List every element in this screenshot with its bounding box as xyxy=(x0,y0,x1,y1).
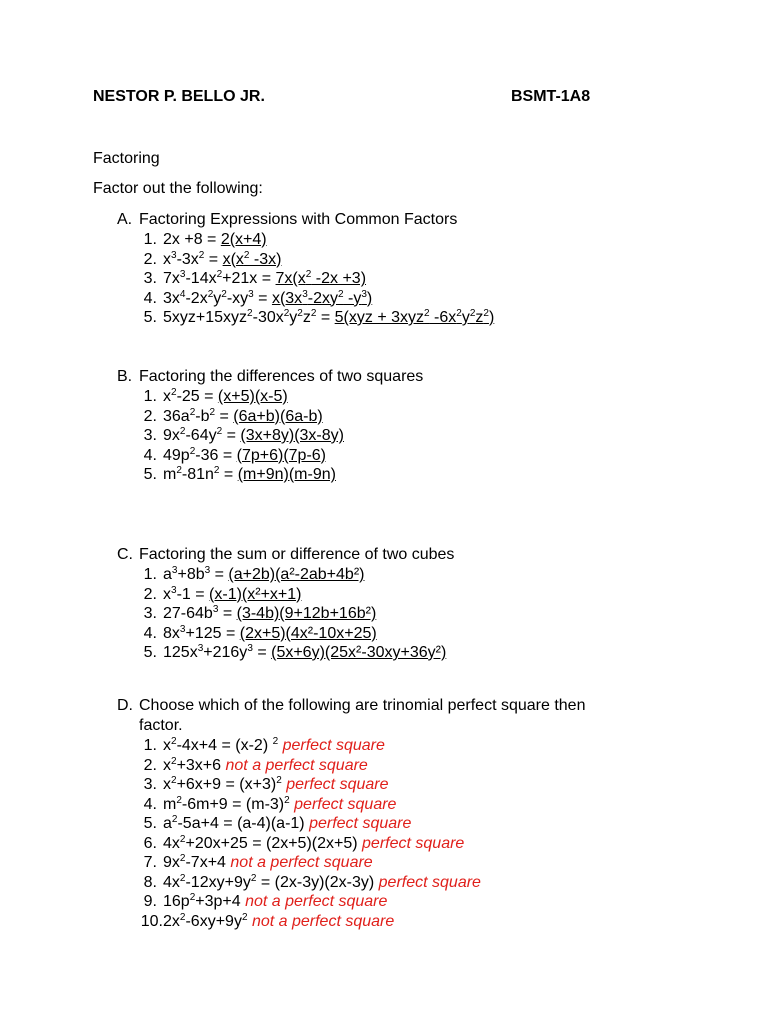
section-letter: B. xyxy=(117,368,133,385)
exercise-item xyxy=(117,250,737,270)
item-expression: $a^2-5a+4 = (a-4)(a-1)$ xyxy=(163,814,310,832)
item-expression: $x^3-3x^2$ = xyxy=(163,249,223,268)
section-code: BSMT-1A8 xyxy=(511,88,591,105)
item-expression: $x^2+3x+6$ xyxy=(163,755,226,774)
item-classification: not a perfect square xyxy=(245,893,388,910)
item-number: 2. xyxy=(143,407,157,425)
item-expression: $m^2-81n^2$ = xyxy=(163,465,238,483)
item-expression: $9x^2-7x+4$ xyxy=(163,853,231,871)
section-letter: D. xyxy=(117,697,133,714)
item-number: 3. xyxy=(143,270,157,287)
item-classification: perfect square xyxy=(378,873,481,891)
item-expression: $27-64b^3$ = xyxy=(163,604,237,622)
exercise-item xyxy=(117,892,737,912)
item-answer: 2(x+4) xyxy=(220,231,267,248)
exercise-list xyxy=(117,230,737,328)
item-number: 5. xyxy=(143,644,157,661)
exercise-item xyxy=(117,446,737,466)
section-title-text: Factoring the differences of two squares xyxy=(139,368,424,385)
exercise-item xyxy=(117,230,737,250)
exercise-item xyxy=(117,853,737,873)
item-expression: $x^2+6x+9 = (x+3)^2$ xyxy=(163,775,282,793)
section-letter: A. xyxy=(117,211,133,228)
section-title-text: Choose which of the following are trinomial perfect square then xyxy=(139,697,586,714)
section-letter: C. xyxy=(117,546,133,563)
topic-heading: Factoring xyxy=(93,150,160,167)
item-expression: $7x^3-14x^2+21x$ = xyxy=(163,269,276,287)
exercise-item xyxy=(117,387,737,407)
item-classification: not a perfect square xyxy=(251,912,395,930)
exercise-item xyxy=(117,426,737,446)
item-expression: $a^3+8b^3$ = xyxy=(163,565,229,583)
item-answer: $7x(x^2$ -2x +3) xyxy=(275,269,367,287)
item-number: 1. xyxy=(143,231,157,248)
item-number: 1. xyxy=(143,737,157,754)
item-expression: $8x^3+125$ = xyxy=(163,623,240,642)
item-number: 1. xyxy=(143,566,157,583)
item-number: 2. xyxy=(143,756,157,774)
item-expression: $36a^2-b^2$ = xyxy=(163,406,234,425)
student-name: NESTOR P. BELLO JR. xyxy=(93,88,265,105)
item-expression: $4x^2+20x+25 = (2x+5)(2x+5)$ xyxy=(163,833,363,852)
item-number: 2. xyxy=(143,250,157,268)
item-expression: $m^2-6m+9 = (m-3)^2$ xyxy=(163,794,290,813)
item-answer: $x(3x^3-2xy^2$ $-y^3$) xyxy=(271,288,373,307)
section-title xyxy=(117,696,737,716)
section-c xyxy=(117,545,737,663)
item-number: 4. xyxy=(143,624,157,642)
item-classification: perfect square xyxy=(282,737,385,754)
item-classification: perfect square xyxy=(309,815,412,832)
item-expression: $9x^2-64y^2$ = xyxy=(163,426,241,444)
section-title-text: Factoring Expressions with Common Factors xyxy=(139,211,458,228)
item-answer: 5(xyz + 3xyz$^2$ $-6x^2y^2z^2$) xyxy=(334,308,495,326)
item-classification: not a perfect square xyxy=(230,854,373,871)
exercise-item xyxy=(117,814,737,834)
item-answer: (x-1)(x²+x+1) xyxy=(209,585,302,603)
item-answer: (a+2b)(a²-2ab+4b²) xyxy=(228,566,365,583)
exercise-item xyxy=(117,289,737,309)
item-expression: $x^3-1$ = xyxy=(163,584,210,603)
item-classification: perfect square xyxy=(286,776,389,793)
item-expression: $49p^2-36$ = xyxy=(163,445,237,464)
item-answer: (m+9n)(m-9n) xyxy=(237,466,336,483)
item-answer: $x(x^2$ -3x) xyxy=(222,249,282,268)
item-number: 4. xyxy=(143,446,157,464)
item-expression: 2x +8 = xyxy=(163,231,221,248)
exercise-item xyxy=(117,585,737,605)
section-b xyxy=(117,367,737,485)
item-number: 3. xyxy=(143,605,157,622)
item-number: 7. xyxy=(143,854,157,871)
exercise-item xyxy=(117,407,737,427)
item-expression: $5xyz+15xyz^2-30x^2y^2z^2$ = xyxy=(163,308,335,326)
item-expression: $x^2-4x+4 = (x-2)$ $^2$ xyxy=(163,736,279,754)
item-classification: perfect square xyxy=(294,795,397,813)
section-title xyxy=(117,367,737,387)
item-expression: $2x^2-6xy+9y^2$ xyxy=(163,911,248,930)
item-number: 6. xyxy=(143,834,157,852)
exercise-item xyxy=(117,912,737,932)
item-answer: (2x+5)(4x²-10x+25) xyxy=(239,624,377,642)
item-classification: perfect square xyxy=(362,834,465,852)
item-number: 5. xyxy=(143,309,157,326)
exercise-item xyxy=(117,834,737,854)
item-number: 5. xyxy=(143,815,157,832)
item-expression: $4x^2-12xy+9y^2 = (2x-3y)(2x-3y)$ xyxy=(163,872,379,891)
section-title xyxy=(117,545,737,565)
item-answer: (5x+6y)(25x²-30xy+36y²) xyxy=(271,644,447,661)
item-number: 1. xyxy=(143,388,157,405)
item-expression: $125x^3+216y^3$ = xyxy=(163,643,272,661)
item-number: 2. xyxy=(143,585,157,603)
exercise-item xyxy=(117,873,737,893)
exercise-item xyxy=(117,269,737,289)
instruction-text: Factor out the following: xyxy=(93,180,263,197)
exercise-item xyxy=(117,643,737,663)
item-answer: (6a+b)(6a-b) xyxy=(233,407,323,425)
item-number: 3. xyxy=(143,427,157,444)
exercise-item xyxy=(117,308,737,328)
item-number: 8. xyxy=(143,873,157,891)
section-title-continued: factor. xyxy=(139,717,183,734)
section-d xyxy=(117,696,737,931)
section-title-text: Factoring the sum or difference of two cubes xyxy=(139,546,455,563)
exercise-list xyxy=(117,565,737,663)
item-answer: (7p+6)(7p-6) xyxy=(236,446,326,464)
exercise-item xyxy=(117,565,737,585)
item-expression: $16p^2+3p+4$ xyxy=(163,892,246,910)
item-answer: (3x+8y)(3x-8y) xyxy=(240,427,344,444)
exercise-item xyxy=(117,795,737,815)
item-classification: not a perfect square xyxy=(225,756,368,774)
exercise-item xyxy=(117,775,737,795)
section-a xyxy=(117,210,737,328)
item-number: 10. xyxy=(140,912,163,930)
item-expression: $3x^4-2x^2y^2-xy^3$ = xyxy=(163,288,272,307)
item-answer: (x+5)(x-5) xyxy=(217,388,288,405)
exercise-item xyxy=(117,736,737,756)
exercise-item xyxy=(117,604,737,624)
exercise-list xyxy=(117,387,737,485)
item-expression: $x^2-25$ = xyxy=(163,387,218,405)
exercise-list xyxy=(117,736,737,931)
item-number: 5. xyxy=(143,466,157,483)
section-title xyxy=(117,210,737,230)
item-number: 4. xyxy=(143,795,157,813)
exercise-item xyxy=(117,465,737,485)
item-number: 3. xyxy=(143,776,157,793)
item-number: 4. xyxy=(143,289,157,307)
exercise-item xyxy=(117,756,737,776)
item-number: 9. xyxy=(143,893,157,910)
exercise-item xyxy=(117,624,737,644)
item-answer: (3-4b)(9+12b+16b²) xyxy=(236,605,377,622)
